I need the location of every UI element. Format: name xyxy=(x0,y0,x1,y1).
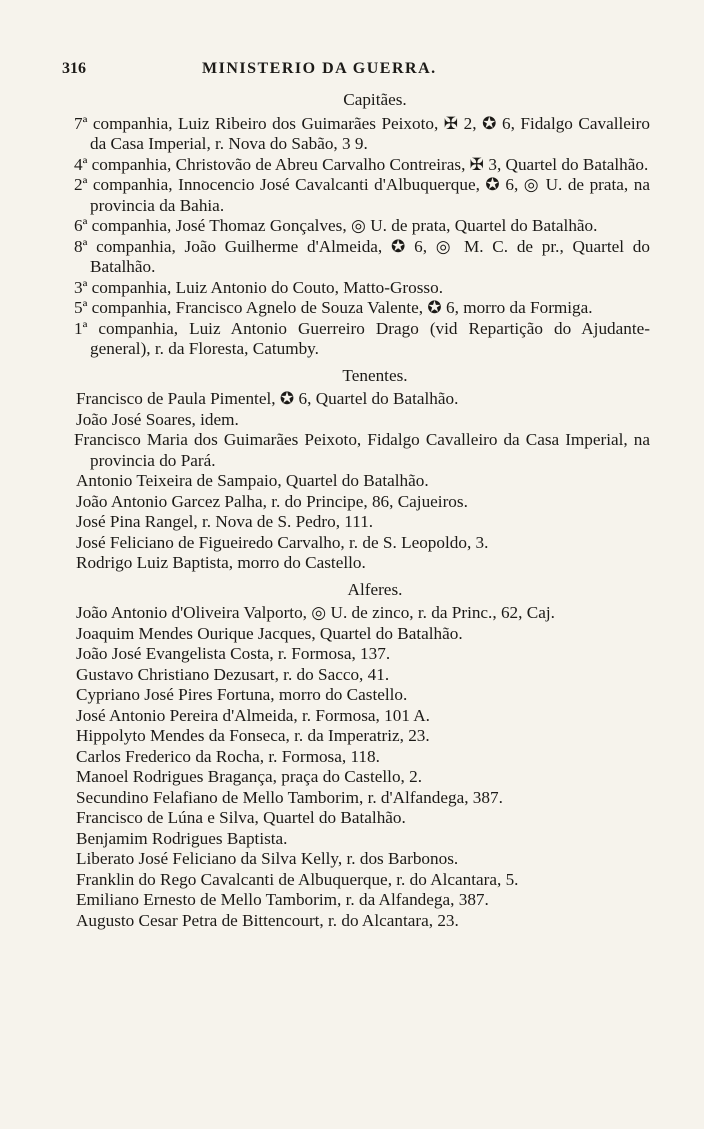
entry-tenente: Francisco de Paula Pimentel, ✪ 6, Quartel do Batalhão. xyxy=(76,389,459,408)
entry-tenente: João Antonio Garcez Palha, r. do Principe, 86, Cajueiros. xyxy=(76,491,468,511)
entry-alferes: José Antonio Pereira d'Almeida, r. Formosa, 101 A. xyxy=(76,705,430,725)
entry-capitao: 4ª companhia, Christovão de Abreu Carvalho Contreiras, ✠ 3, Quartel do Batalhão. xyxy=(74,154,649,174)
entry-alferes: Emiliano Ernesto de Mello Tamborim, r. da Alfandega, 387. xyxy=(76,890,489,909)
entry-alferes: Secundino Felafiano de Mello Tamborim, r. d'Alfandega, 387. xyxy=(76,787,503,807)
entry-capitao: 1ª companhia, Luiz Antonio Guerreiro Drago (vid Repartição do Ajudante-general), r. da Floresta, Catumby. xyxy=(74,318,650,358)
entry-capitao: 7ª companhia, Luiz Ribeiro dos Guimarães Peixoto, ✠ 2, ✪ 6, Fidalgo Cavalleiro da Casa Imperial, r. Nova do Sabão, 3 9. xyxy=(74,113,650,153)
section-title-alferes: Alferes. xyxy=(347,579,403,599)
entry-alferes: Cypriano José Pires Fortuna, morro do Castello. xyxy=(76,685,408,704)
page-number: 316 xyxy=(62,60,86,77)
entry-alferes: Carlos Frederico da Rocha, r. Formosa, 118. xyxy=(76,746,380,766)
entry-capitao: 3ª companhia, Luiz Antonio do Couto, Matto-Grosso. xyxy=(74,277,443,297)
entry-tenente: José Feliciano de Figueiredo Carvalho, r. de S. Leopoldo, 3. xyxy=(76,532,489,552)
entry-alferes: Manoel Rodrigues Bragança, praça do Castello, 2. xyxy=(76,767,423,786)
entry-tenente: Rodrigo Luiz Baptista, morro do Castello. xyxy=(76,553,366,572)
entry-tenente: João José Soares, idem. xyxy=(76,409,239,429)
entry-alferes: Gustavo Christiano Dezusart, r. do Sacco, 41. xyxy=(76,664,390,684)
entry-alferes: Francisco de Lúna e Silva, Quartel do Batalhão. xyxy=(76,808,406,827)
entry-capitao: 8ª companhia, João Guilherme d'Almeida, ✪ 6, ◎ M. C. de pr., Quartel do Batalhão. xyxy=(74,236,650,276)
running-head: MINISTERIO DA GUERRA. xyxy=(202,60,437,77)
entry-alferes: Augusto Cesar Petra de Bittencourt, r. do Alcantara, 23. xyxy=(76,910,459,930)
section-title-tenentes: Tenentes. xyxy=(342,365,408,385)
entry-alferes: João José Evangelista Costa, r. Formosa, 137. xyxy=(76,644,391,663)
entry-alferes: Hippolyto Mendes da Fonseca, r. da Imperatriz, 23. xyxy=(76,726,430,745)
entry-alferes: Franklin do Rego Cavalcanti de Albuquerque, r. do Alcantara, 5. xyxy=(76,869,519,889)
entry-alferes: João Antonio d'Oliveira Valporto, ◎ U. de zinco, r. da Princ., 62, Caj. xyxy=(76,603,555,622)
section-title-capitaes: Capitães. xyxy=(343,90,407,109)
entry-capitao: 6ª companhia, José Thomaz Gonçalves, ◎ U. de prata, Quartel do Batalhão. xyxy=(74,216,598,235)
entry-alferes: Benjamim Rodrigues Baptista. xyxy=(76,828,288,848)
page-header xyxy=(62,60,592,82)
entry-alferes: Joaquim Mendes Ourique Jacques, Quartel do Batalhão. xyxy=(76,623,463,643)
entry-alferes: Liberato José Feliciano da Silva Kelly, r. dos Barbonos. xyxy=(76,849,459,868)
entry-capitao: 2ª companhia, Innocencio José Cavalcanti d'Albuquerque, ✪ 6, ◎ U. de prata, na provincia da Bahia. xyxy=(74,175,650,215)
entry-tenente: Antonio Teixeira de Sampaio, Quartel do Batalhão. xyxy=(76,471,429,490)
entry-tenente: José Pina Rangel, r. Nova de S. Pedro, 111. xyxy=(76,512,374,531)
entry-tenente: Francisco Maria dos Guimarães Peixoto, Fidalgo Cavalleiro da Casa Imperial, na provincia do Pará. xyxy=(74,430,650,470)
page-content xyxy=(60,88,650,931)
entry-capitao: 5ª companhia, Francisco Agnelo de Souza Valente, ✪ 6, morro da Formiga. xyxy=(74,298,593,317)
